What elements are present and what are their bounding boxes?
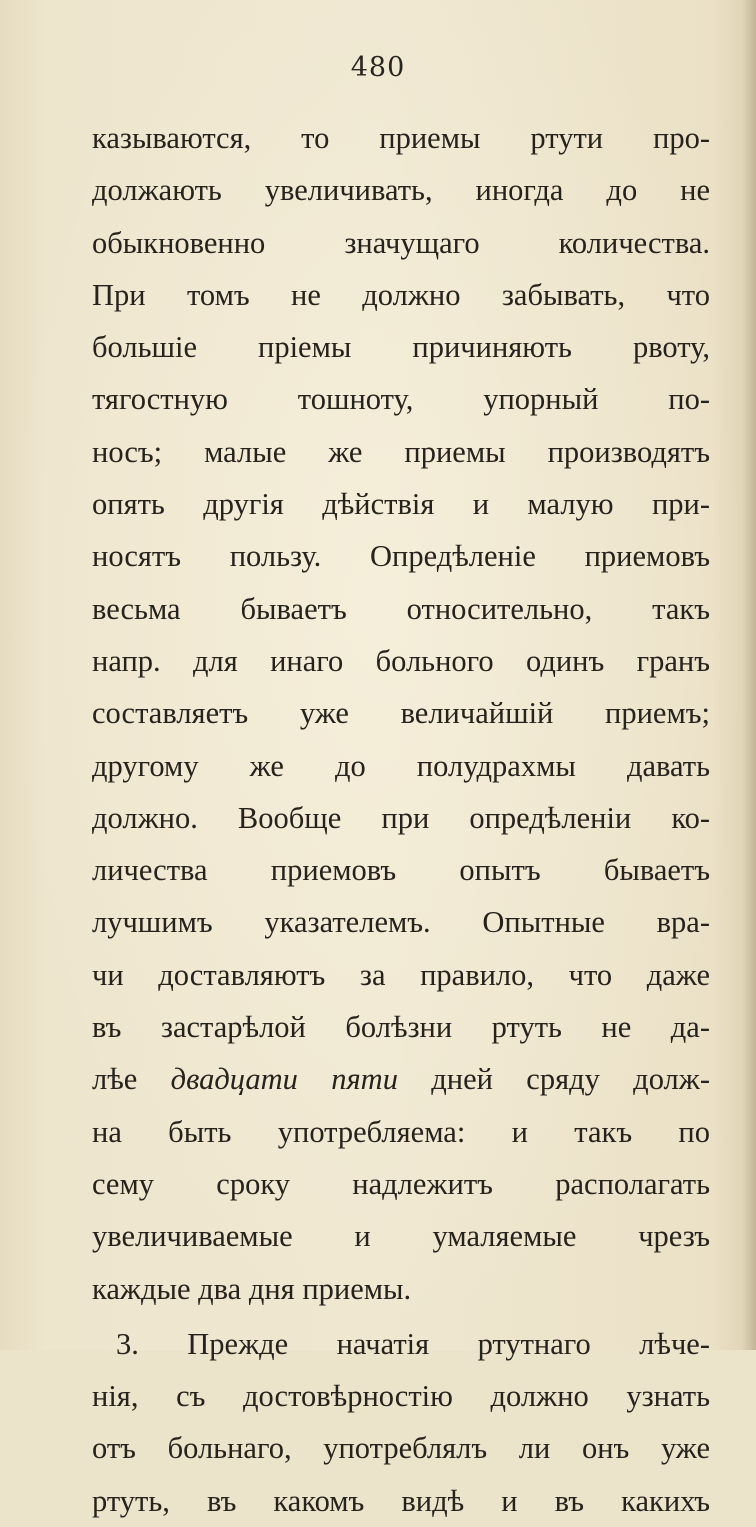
text-segment: дней сряду долж- <box>431 1062 710 1097</box>
text-line: на быть употребляема: и такъ по <box>92 1114 710 1149</box>
text-segment: лѣе <box>92 1062 138 1097</box>
text-line: большіе пріемы причиняють рвоту, <box>92 330 710 365</box>
text-line: чи доставляютъ за правило, что даже <box>92 957 710 992</box>
text-line: должно. Вообще при опредѣленіи ко- <box>92 800 710 835</box>
text-line: При томъ не должно забывать, что <box>92 277 710 312</box>
text-line: напр. для инаго больного одинъ гранъ <box>92 643 710 678</box>
text-line: опять другія дѣйствія и малую при- <box>92 487 710 522</box>
text-line-with-emphasis <box>92 1053 710 1105</box>
text-line: ртуть, въ какомъ видѣ и въ какихъ <box>92 1483 710 1518</box>
text-line: личества приемовъ опытъ бываетъ <box>92 853 710 888</box>
text-line: въ застарѣлой болѣзни ртуть не да- <box>92 1010 710 1045</box>
emphasized-text: двадцати пяти <box>170 1062 398 1097</box>
page-number: 480 <box>350 52 406 83</box>
text-line: лучшимъ указателемъ. Опытные вра- <box>92 905 710 940</box>
text-line: тягостную тошноту, упорный по- <box>92 382 710 417</box>
text-line: обыкновенно значущаго количества. <box>92 225 710 260</box>
text-line: другому же до полудрахмы давать <box>92 748 710 783</box>
text-line: 3. Прежде начатія ртутнаго лѣче- <box>116 1326 710 1361</box>
text-line: носятъ пользу. Опредѣленіе приемовъ <box>92 539 710 574</box>
text-line: сему сроку надлежитъ располагать <box>92 1166 710 1201</box>
text-line: казываются, то приемы ртути про- <box>92 121 710 155</box>
text-line: должають увеличивать, иногда до не <box>92 173 710 208</box>
page-edge-shadow <box>742 0 756 1350</box>
text-line: увеличиваемые и умаляемые чрезъ <box>92 1219 710 1254</box>
text-line: составляетъ уже величайшій приемъ; <box>92 696 710 731</box>
text-line: весьма бываетъ относительно, такъ <box>92 591 710 626</box>
text-line: каждые два дня приемы. <box>92 1271 412 1306</box>
text-line: нія, съ достовѣрностію должно узнать <box>92 1379 710 1414</box>
text-line: отъ больнаго, употреблялъ ли онъ уже <box>92 1431 710 1466</box>
body-text <box>92 112 710 1527</box>
text-line: носъ; малые же приемы производятъ <box>92 434 710 469</box>
